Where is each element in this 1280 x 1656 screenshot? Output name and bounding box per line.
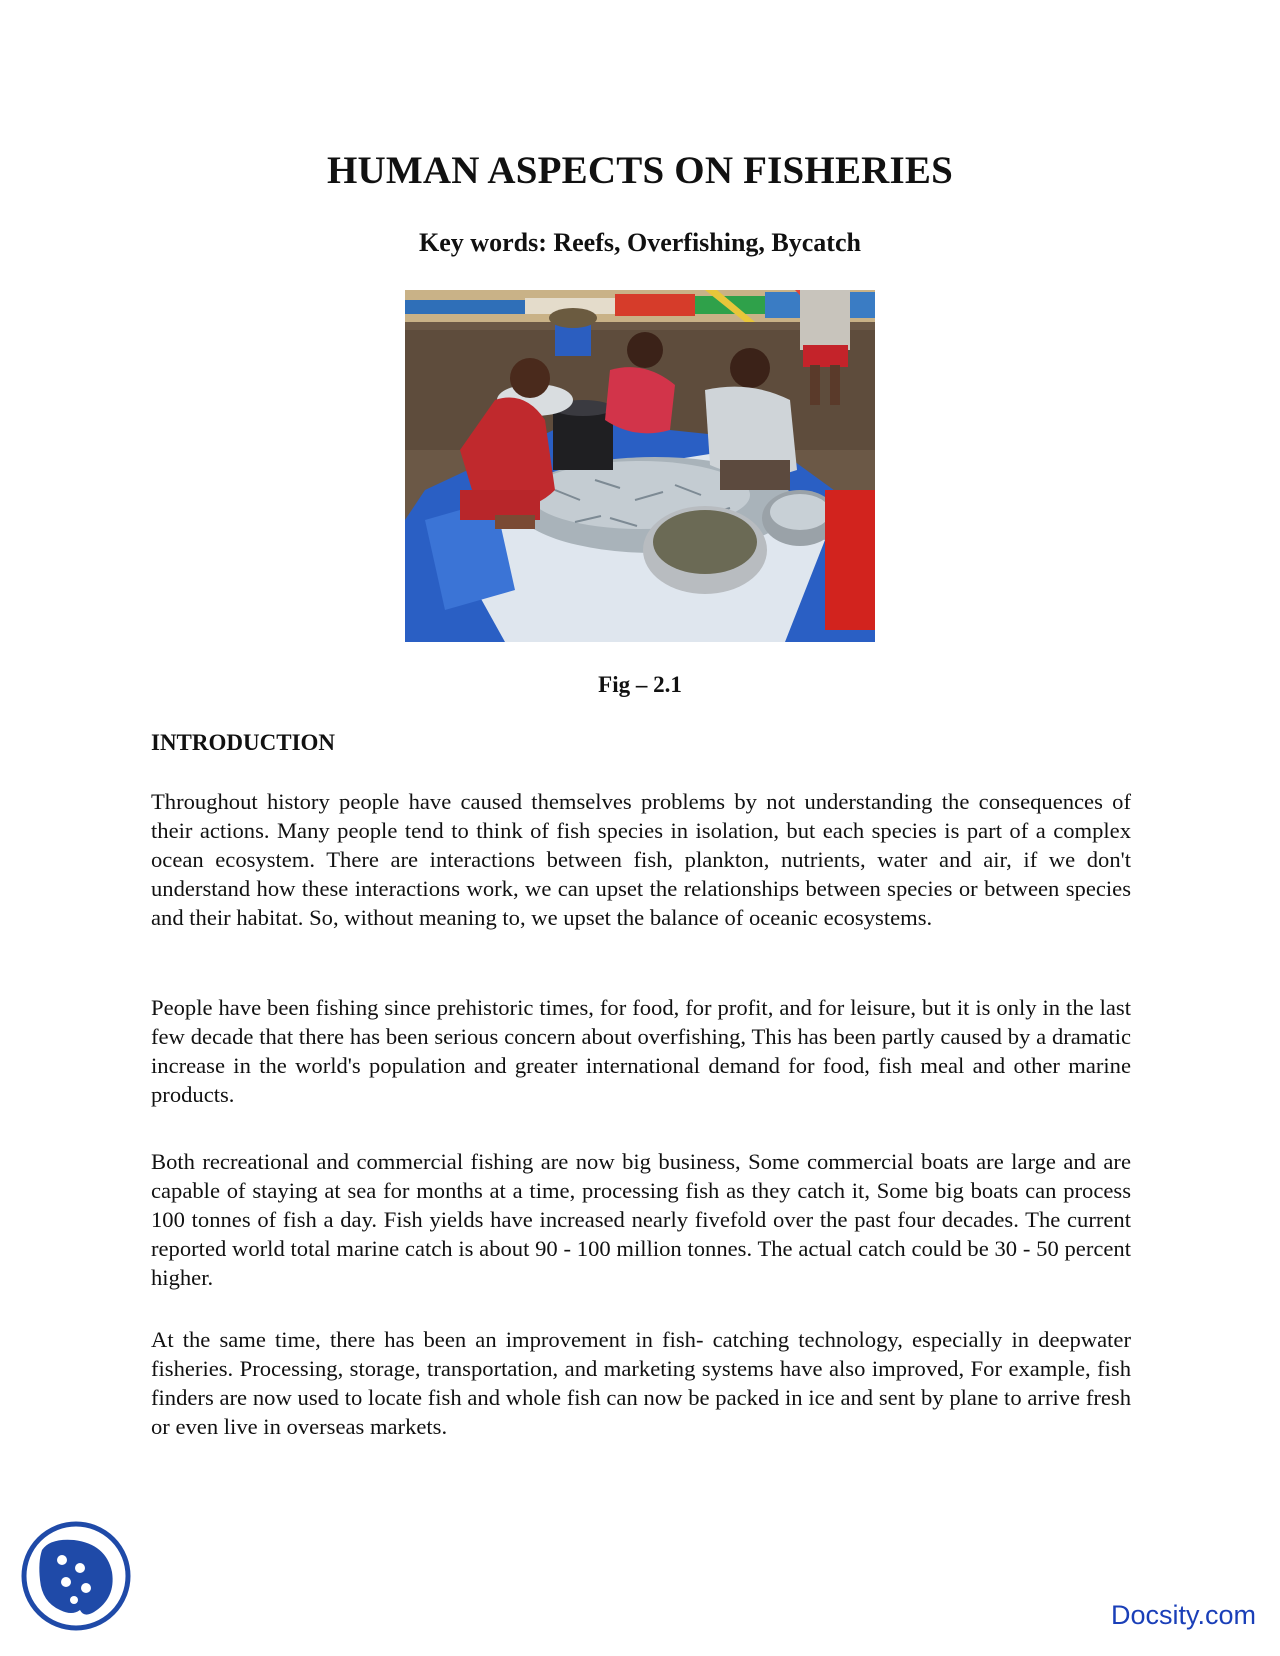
- docsity-brand-link[interactable]: Docsity.com: [1110, 1600, 1256, 1630]
- page-title: HUMAN ASPECTS ON FISHERIES: [326, 149, 954, 192]
- paragraph: Throughout history people have caused themselves problems by not understanding the consequences of their actions. Many people tend to think of fish species in isolation, but each species is part of a complex ocean ecosystem. There are interactions between fish, plankton, nutrients, water and air, if we don't understand how these interactions work, we can upset the relationships between species or between species and their habitat. So, without meaning to, we upset the balance of oceanic ecosystems.: [151, 789, 1131, 930]
- figure-caption: Fig – 2.1: [598, 672, 682, 697]
- keywords-line: Key words: Reefs, Overfishing, Bycatch: [419, 228, 861, 257]
- section-heading-introduction: INTRODUCTION: [151, 730, 336, 755]
- docsity-logo-icon: [20, 1520, 132, 1632]
- figure-photo: [405, 290, 875, 642]
- paragraph: Both recreational and commercial fishing are now big business, Some commercial boats are large and are capable of staying at sea for months at a time, processing fish as they catch it, Some big boats can process 100 tonnes of fish a day. Fish yields have increased nearly fivefold over the past four decades. The current reported world total marine catch is about 90 - 100 million tonnes. The actual catch could be 30 - 50 percent higher.: [151, 1149, 1131, 1290]
- paragraph: People have been fishing since prehistoric times, for food, for profit, and for leisure, but it is only in the last few decade that there has been serious concern about overfishing, This has been partly caused by a dramatic increase in the world's population and greater international demand for food, fish meal and other marine products.: [151, 995, 1131, 1107]
- paragraph: At the same time, there has been an improvement in fish- catching technology, especially in deepwater fisheries. Processing, storage, transportation, and marketing systems have also improved, For example, fish finders are now used to locate fish and whole fish can now be packed in ice and sent by plane to arrive fresh or even live in overseas markets.: [151, 1327, 1131, 1439]
